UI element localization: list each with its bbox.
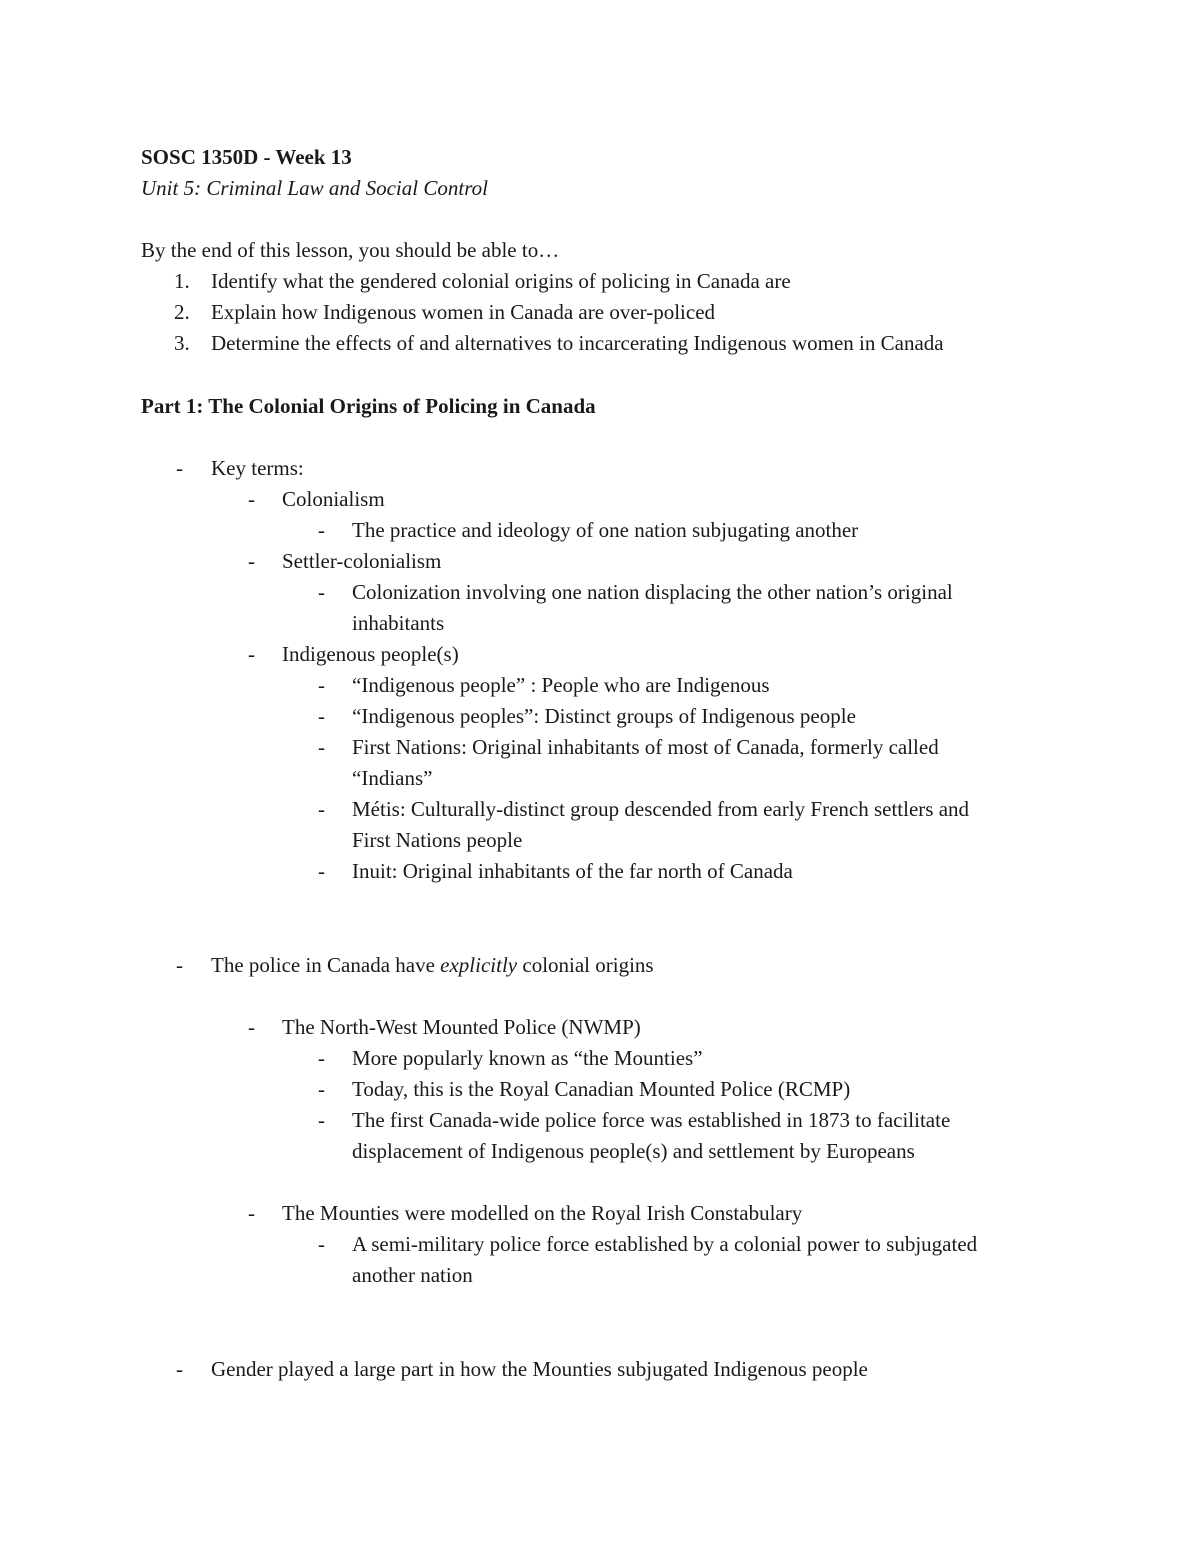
term-colonialism: Colonialism bbox=[282, 487, 385, 511]
definition-settler-line2: inhabitants bbox=[352, 611, 445, 635]
bullet-dash: - bbox=[248, 1015, 255, 1039]
definition-first-nations-line2: “Indians” bbox=[352, 766, 433, 790]
definition-indigenous-people: “Indigenous people” : People who are Indigenous bbox=[352, 673, 770, 697]
definition-inuit: Inuit: Original inhabitants of the far north of Canada bbox=[352, 859, 793, 883]
bullet-dash: - bbox=[318, 580, 325, 604]
objectives-intro: By the end of this lesson, you should be able to… bbox=[141, 238, 560, 262]
objective-item: Identify what the gendered colonial origins of policing in Canada are bbox=[211, 269, 791, 293]
page-title: SOSC 1350D - Week 13 bbox=[141, 145, 352, 169]
bullet-dash: - bbox=[248, 549, 255, 573]
bullet-dash: - bbox=[248, 1201, 255, 1225]
definition-first-nations-line1: First Nations: Original inhabitants of most of Canada, formerly called bbox=[352, 735, 939, 759]
list-number: 3. bbox=[174, 331, 190, 355]
list-number: 1. bbox=[174, 269, 190, 293]
bullet-dash: - bbox=[318, 1046, 325, 1070]
bullet-dash: - bbox=[318, 735, 325, 759]
police-origins-emphasis: explicitly bbox=[440, 953, 518, 977]
nwmp-point-1873-line2: displacement of Indigenous people(s) and settlement by Europeans bbox=[352, 1139, 915, 1163]
nwmp-heading: The North-West Mounted Police (NWMP) bbox=[282, 1015, 641, 1039]
police-origins-statement bbox=[211, 953, 654, 977]
gender-statement: Gender played a large part in how the Mounties subjugated Indigenous people bbox=[211, 1357, 868, 1381]
definition-metis-line1: Métis: Culturally-distinct group descended from early French settlers and bbox=[352, 797, 970, 821]
unit-subtitle: Unit 5: Criminal Law and Social Control bbox=[141, 176, 488, 200]
definition-metis-line2: First Nations people bbox=[352, 828, 523, 852]
nwmp-point-1873-line1: The first Canada-wide police force was established in 1873 to facilitate bbox=[352, 1108, 951, 1132]
definition-colonialism: The practice and ideology of one nation subjugating another bbox=[352, 518, 859, 542]
objective-item: Determine the effects of and alternatives to incarcerating Indigenous women in Canada bbox=[211, 331, 944, 355]
term-indigenous: Indigenous people(s) bbox=[282, 642, 459, 666]
bullet-dash: - bbox=[318, 673, 325, 697]
bullet-dash: - bbox=[318, 1108, 325, 1132]
nwmp-point-mounties: More popularly known as “the Mounties” bbox=[352, 1046, 703, 1070]
bullet-dash: - bbox=[248, 642, 255, 666]
objective-item: Explain how Indigenous women in Canada are over-policed bbox=[211, 300, 716, 324]
ric-heading: The Mounties were modelled on the Royal Irish Constabulary bbox=[282, 1201, 803, 1225]
list-number: 2. bbox=[174, 300, 190, 324]
ric-point-line2: another nation bbox=[352, 1263, 473, 1287]
bullet-dash: - bbox=[318, 1232, 325, 1256]
bullet-dash: - bbox=[176, 1357, 183, 1381]
nwmp-point-rcmp: Today, this is the Royal Canadian Mounted Police (RCMP) bbox=[352, 1077, 851, 1101]
bullet-dash: - bbox=[318, 518, 325, 542]
definition-indigenous-peoples: “Indigenous peoples”: Distinct groups of Indigenous people bbox=[352, 704, 856, 728]
term-settler-colonialism: Settler-colonialism bbox=[282, 549, 442, 573]
bullet-dash: - bbox=[318, 859, 325, 883]
bullet-dash: - bbox=[318, 797, 325, 821]
key-terms-label: Key terms: bbox=[211, 456, 304, 480]
ric-point-line1: A semi-military police force established by a colonial power to subjugated bbox=[352, 1232, 978, 1256]
bullet-dash: - bbox=[318, 1077, 325, 1101]
police-origins-post: colonial origins bbox=[517, 953, 654, 977]
police-origins-pre: The police in Canada have bbox=[211, 953, 441, 977]
bullet-dash: - bbox=[176, 953, 183, 977]
bullet-dash: - bbox=[176, 456, 183, 480]
part1-heading: Part 1: The Colonial Origins of Policing in Canada bbox=[141, 394, 596, 418]
bullet-dash: - bbox=[318, 704, 325, 728]
definition-settler-line1: Colonization involving one nation displacing the other nation’s original bbox=[352, 580, 953, 604]
bullet-dash: - bbox=[248, 487, 255, 511]
